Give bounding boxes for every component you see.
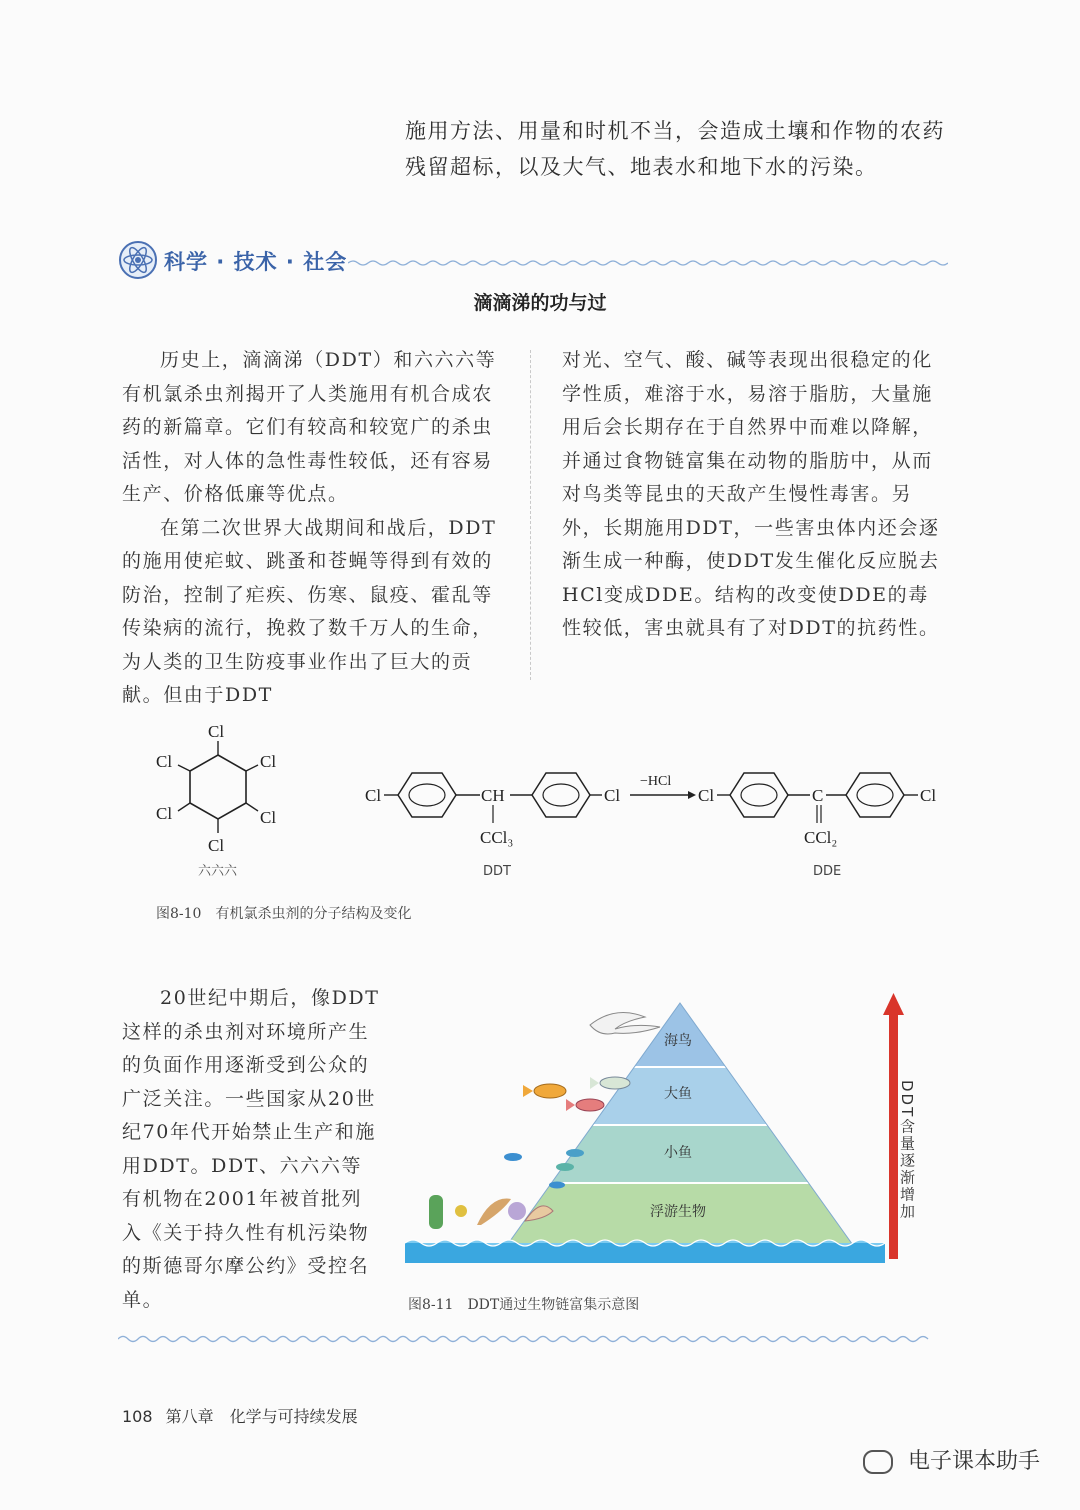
chapter-title: 第八章 化学与可持续发展 — [165, 1407, 358, 1426]
chem-label: Cl — [208, 722, 225, 741]
chem-label: CCl₃ — [480, 828, 514, 847]
compound-name: 六六六 — [198, 864, 238, 879]
seagull-icon — [590, 1013, 660, 1035]
article-column-lower — [122, 982, 382, 1317]
pyramid-level-label: 小鱼 — [664, 1145, 692, 1161]
chat-icon — [863, 1450, 893, 1474]
figure-8-11-food-chain-pyramid — [405, 985, 935, 1265]
paragraph: 对光、空气、酸、碱等表现出很稳定的化学性质，难溶于水，易溶于脂肪，大量施用后会长期存在于自然界中而难以降解，并通过食物链富集在动物的脂肪中，从而对鸟类等昆虫的天敌产生慢性毒害。另外，长期施用DDT，一些害虫体内还会逐渐生成一种酶，使DDT发生催化反应脱去HCl变成DDE。结构的改变使DDE的毒性较低，害虫就具有了对DDT的抗药性。 — [562, 349, 940, 639]
chem-label: CCl₂ — [804, 828, 838, 847]
watermark — [863, 1444, 1040, 1475]
article-column-right — [562, 344, 944, 646]
chem-label: Cl — [920, 786, 937, 805]
chem-label: C — [812, 786, 824, 805]
pyramid-level-label: 浮游生物 — [650, 1204, 706, 1220]
chem-label: CH — [481, 786, 505, 805]
column-divider — [530, 350, 531, 680]
reaction-arrow — [630, 774, 696, 799]
chem-label: Cl — [208, 836, 225, 855]
chem-label: Cl — [260, 752, 277, 771]
chem-label: Cl — [365, 786, 382, 805]
ddt-structure — [365, 773, 620, 879]
section-title: 科学 · 技术 · 社会 — [164, 250, 348, 274]
paragraph: 历史上，滴滴涕（DDT）和六六六等有机氯杀虫剂揭开了人类施用有机合成农药的新篇章。它们有较高和较宽广的杀虫活性，对人体的急性毒性较低，还有容易生产、价格低廉等优点。 — [122, 349, 497, 505]
hexachlorocyclohexane-structure — [156, 722, 276, 879]
chem-label: Cl — [156, 804, 173, 823]
page-footer — [122, 1404, 358, 1427]
section-header — [118, 240, 948, 284]
page-number: 108 — [122, 1407, 153, 1426]
chem-label: Cl — [156, 752, 173, 771]
article-column-left — [122, 344, 502, 713]
article-title: 滴滴涕的功与过 — [473, 292, 607, 314]
compound-name: DDT — [483, 864, 511, 879]
chem-label: Cl — [604, 786, 621, 805]
figure-caption: 图8-10 有机氯杀虫剂的分子结构及变化 — [156, 906, 412, 922]
footer-wavy-rule — [118, 1333, 948, 1345]
intro-paragraph: 施用方法、用量和时机不当，会造成土壤和作物的农药残留超标，以及大气、地表水和地下水的污染。 — [405, 119, 945, 179]
paragraph: 在第二次世界大战期间和战后，DDT的施用使疟蚊、跳蚤和苍蝇等得到有效的防治，控制了疟疾、伤寒、鼠疫、霍乱等传染病的流行，挽救了数千万人的生命，为人类的卫生防疫事业作出了巨大的贡献。但由于DDT — [122, 516, 497, 706]
dde-structure — [698, 773, 936, 879]
compound-name: DDE — [813, 864, 842, 879]
pyramid-level-label: 海鸟 — [664, 1033, 692, 1049]
watermark-text: 电子课本助手 — [907, 1449, 1040, 1474]
chem-label: Cl — [698, 786, 715, 805]
pyramid-level-label: 大鱼 — [664, 1086, 692, 1102]
paragraph: 20世纪中期后，像DDT这样的杀虫剂对环境所产生的负面作用逐渐受到公众的广泛关注。一些国家从20世纪70年代开始禁止生产和施用DDT。DDT、六六六等有机物在2001年被首批列入《关于持久性有机污染物的斯德哥尔摩公约》受控名单。 — [122, 987, 380, 1311]
atom-icon — [118, 240, 158, 280]
figure-caption: 图8-11 DDT通过生物链富集示意图 — [408, 1297, 640, 1313]
chem-label: Cl — [260, 808, 277, 827]
ddt-increase-label: DDT含量逐渐增加 — [898, 1080, 916, 1221]
water-waves — [405, 1240, 885, 1263]
wavy-rule — [348, 258, 948, 268]
figure-8-10-structures — [140, 715, 960, 890]
arrow-label: −HCl — [640, 774, 672, 789]
